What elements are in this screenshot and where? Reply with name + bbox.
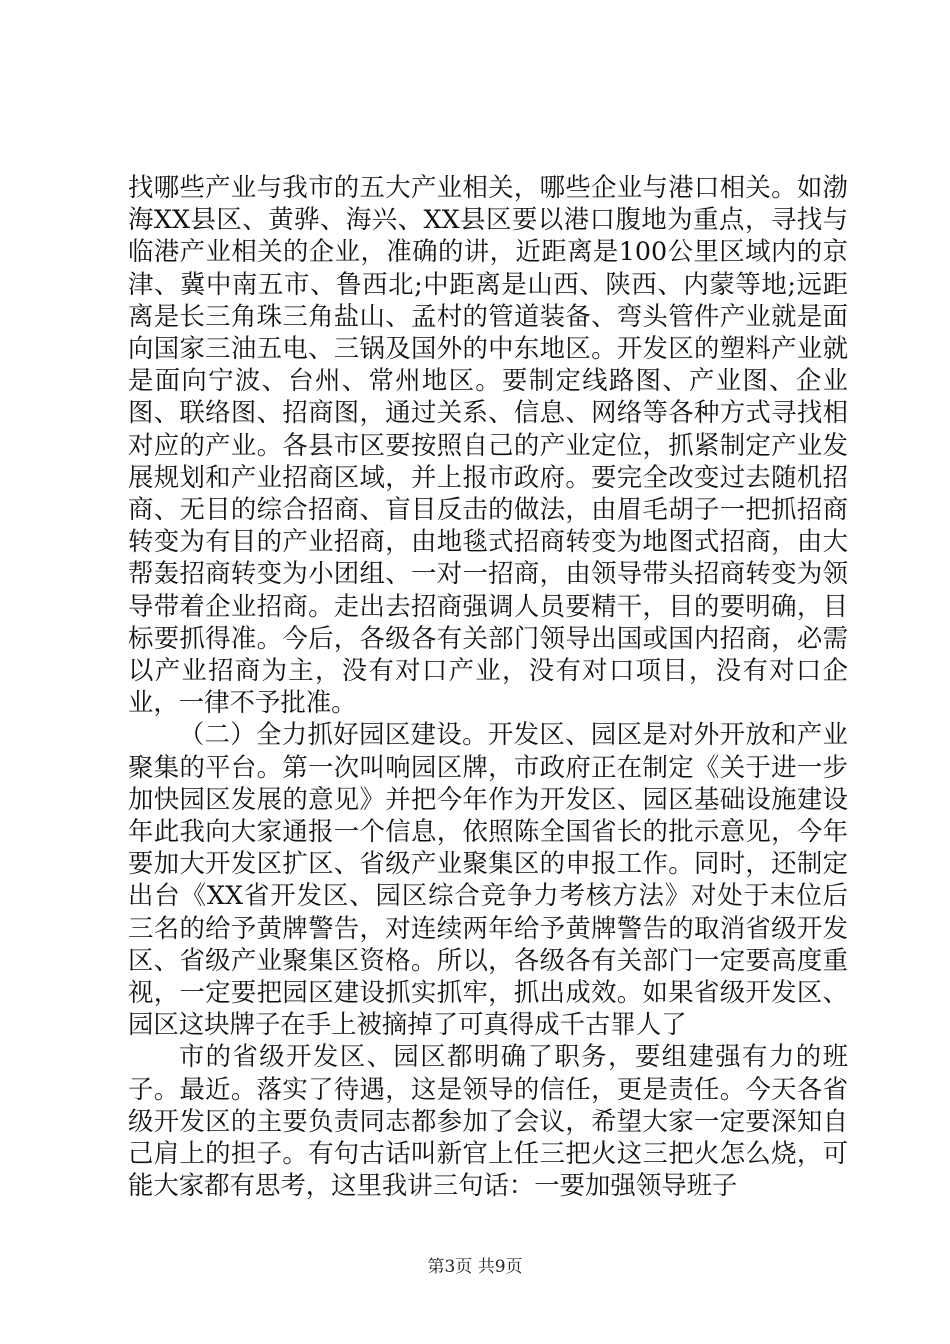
paragraph-2: （二）全力抓好园区建设。开发区、园区是对外开放和产业聚集的平台。第一次叫响园区牌，市政府正在制定《关于进一步加快园区发展的意见》并把今年作为开发区、园区基础设施建设年此我向大家通报一个信息，依照陈全国省长的批示意见，今年要加大开发区扩区、省级产业聚集区的申报工作。同时，还制定出台《XX省开发区、园区综合竞争力考核方法》对处于末位后三名的给予黄牌警告，对连续两年给予黄牌警告的取消省级开发区、省级产业聚集区资格。所以，各级各有关部门一定要高度重视，一定要把园区建设抓实抓牢，抓出成效。如果省级开发区、园区这块牌子在手上被摘掉了可真得成千古罪人了 <box>128 719 848 1040</box>
paragraph-1: 找哪些产业与我市的五大产业相关，哪些企业与港口相关。如渤海XX县区、黄骅、海兴、XX县区要以港口腹地为重点，寻找与临港产业相关的企业，准确的讲，近距离是100公里区域内的京津、冀中南五市、鲁西北;中距离是山西、陕西、内蒙等地;远距离是长三角珠三角盐山、孟村的管道装备、弯头管件产业就是面向国家三油五电、三锅及国外的中东地区。开发区的塑料产业就是面向宁波、台州、常州地区。要制定线路图、产业图、企业图、联络图、招商图，通过关系、信息、网络等各种方式寻找相对应的产业。各县市区要按照自己的产业定位，抓紧制定产业发展规划和产业招商区域，并上报市政府。要完全改变过去随机招商、无目的综合招商、盲目反击的做法，由眉毛胡子一把抓招商转变为有目的产业招商，由地毯式招商转变为地图式招商，由大帮轰招商转变为小团组、一对一招商，由领导带头招商转变为领导带着企业招商。走出去招商强调人员要精干，目的要明确，目标要抓得准。今后，各级各有关部门领导出国或国内招商，必需以产业招商为主，没有对口产业，没有对口项目，没有对口企业，一律不予批准。 <box>128 172 848 718</box>
paragraph-3: 市的省级开发区、园区都明确了职务，要组建强有力的班子。最近。落实了待遇，这是领导的信任，更是责任。今天各省级开发区的主要负责同志都参加了会议，希望大家一定要深知自己肩上的担子。有句古话叫新官上任三把火这三把火怎么烧，可能大家都有思考，这里我讲三句话：一要加强领导班子 <box>128 1041 848 1201</box>
document-body <box>128 171 848 1202</box>
page-footer: 第3页 共9页 <box>427 1257 523 1277</box>
